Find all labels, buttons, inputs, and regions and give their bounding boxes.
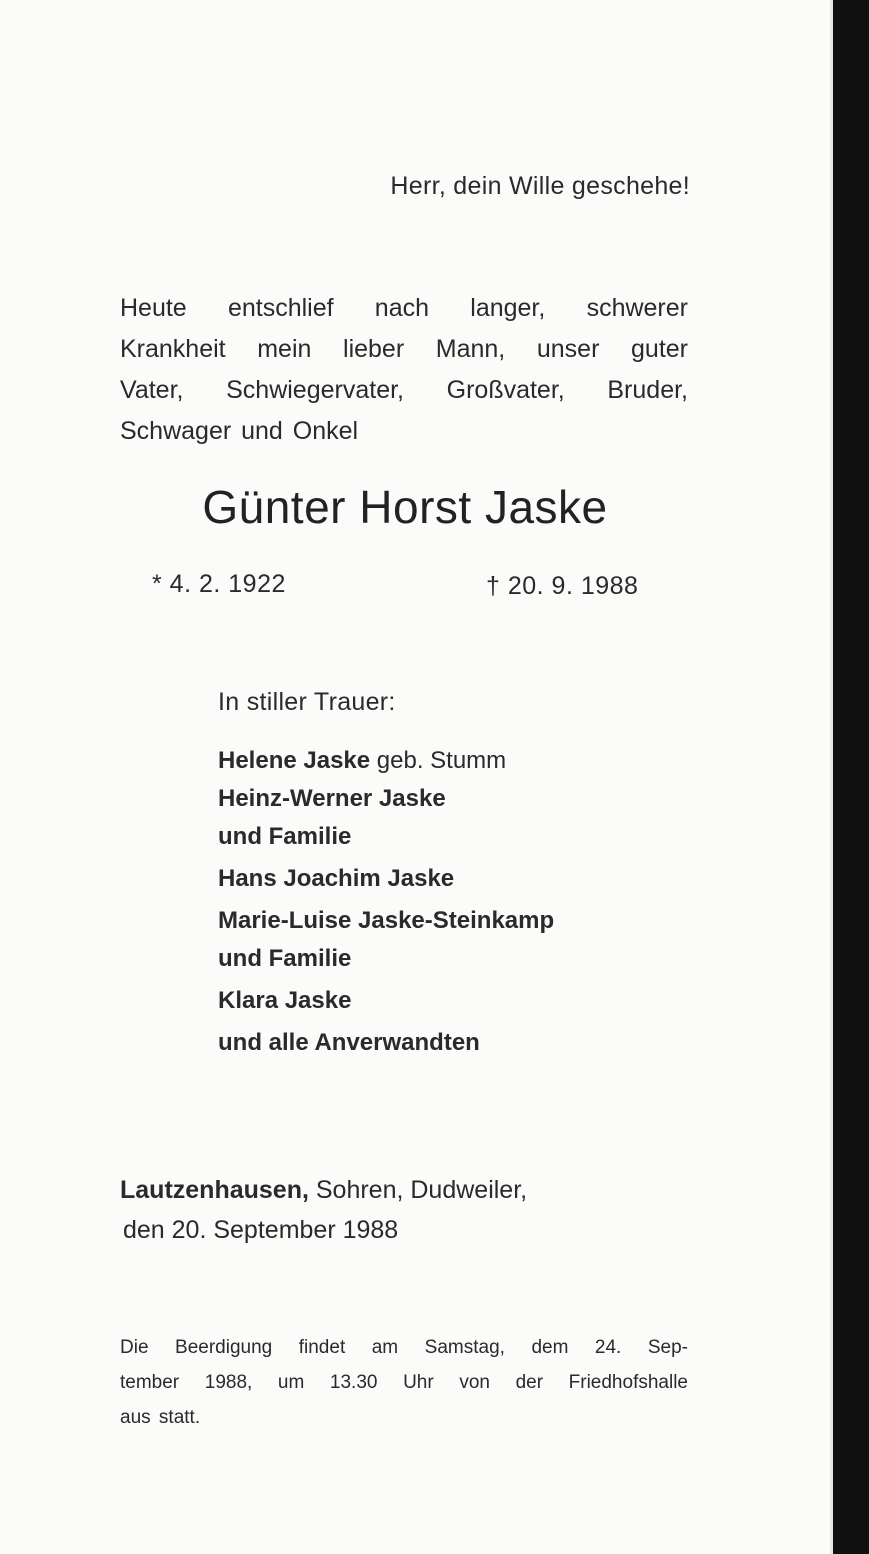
mourner-name: Helene Jaske bbox=[218, 747, 371, 774]
mourner-line bbox=[218, 902, 554, 940]
mourner-name: Klara Jaske bbox=[218, 987, 352, 1014]
intro-line: Heute entschlief nach langer, schwerer bbox=[120, 294, 688, 322]
announcement-date: den 20. September 1988 bbox=[123, 1216, 399, 1244]
deceased-name: Günter Horst Jaske bbox=[202, 481, 608, 533]
intro-line: Schwager und Onkel bbox=[120, 417, 359, 445]
mourner-line bbox=[218, 818, 554, 856]
mourner-line bbox=[218, 1024, 554, 1062]
mourner-name: und Familie bbox=[218, 945, 352, 972]
funeral-line: tember 1988, um 13.30 Uhr von der Friedhofshalle bbox=[120, 1372, 688, 1393]
mourner-line bbox=[218, 982, 554, 1020]
intro-line: Krankheit mein lieber Mann, unser guter bbox=[120, 335, 688, 363]
black-mourning-border bbox=[833, 0, 869, 1554]
place-main: Lautzenhausen, bbox=[120, 1176, 309, 1204]
mourners-list bbox=[218, 738, 554, 1062]
place-and-date bbox=[120, 1170, 527, 1250]
mourner-line bbox=[218, 742, 554, 780]
place-rest: Sohren, Dudweiler, bbox=[308, 1176, 528, 1204]
mourning-label: In stiller Trauer: bbox=[218, 688, 396, 716]
birth-date: * 4. 2. 1922 bbox=[152, 570, 286, 598]
funeral-line: aus statt. bbox=[120, 1407, 201, 1428]
mourner-line bbox=[218, 860, 554, 898]
mourner-line bbox=[218, 940, 554, 978]
mourner-name: und alle Anverwandten bbox=[218, 1029, 480, 1056]
motto: Herr, dein Wille geschehe! bbox=[390, 172, 690, 200]
mourner-name: Hans Joachim Jaske bbox=[218, 865, 455, 892]
death-date: † 20. 9. 1988 bbox=[486, 572, 639, 600]
mourner-name: Heinz-Werner Jaske bbox=[218, 785, 446, 812]
intro-text bbox=[120, 288, 688, 452]
funeral-line: Die Beerdigung findet am Samstag, dem 24. Sep- bbox=[120, 1337, 688, 1358]
intro-line: Vater, Schwiegervater, Großvater, Bruder, bbox=[120, 376, 688, 404]
mourner-suffix: geb. Stumm bbox=[370, 747, 507, 774]
mourner-line bbox=[218, 780, 554, 818]
mourner-name: Marie-Luise Jaske-Steinkamp bbox=[218, 907, 555, 934]
funeral-notice bbox=[120, 1330, 688, 1435]
mourner-name: und Familie bbox=[218, 823, 352, 850]
